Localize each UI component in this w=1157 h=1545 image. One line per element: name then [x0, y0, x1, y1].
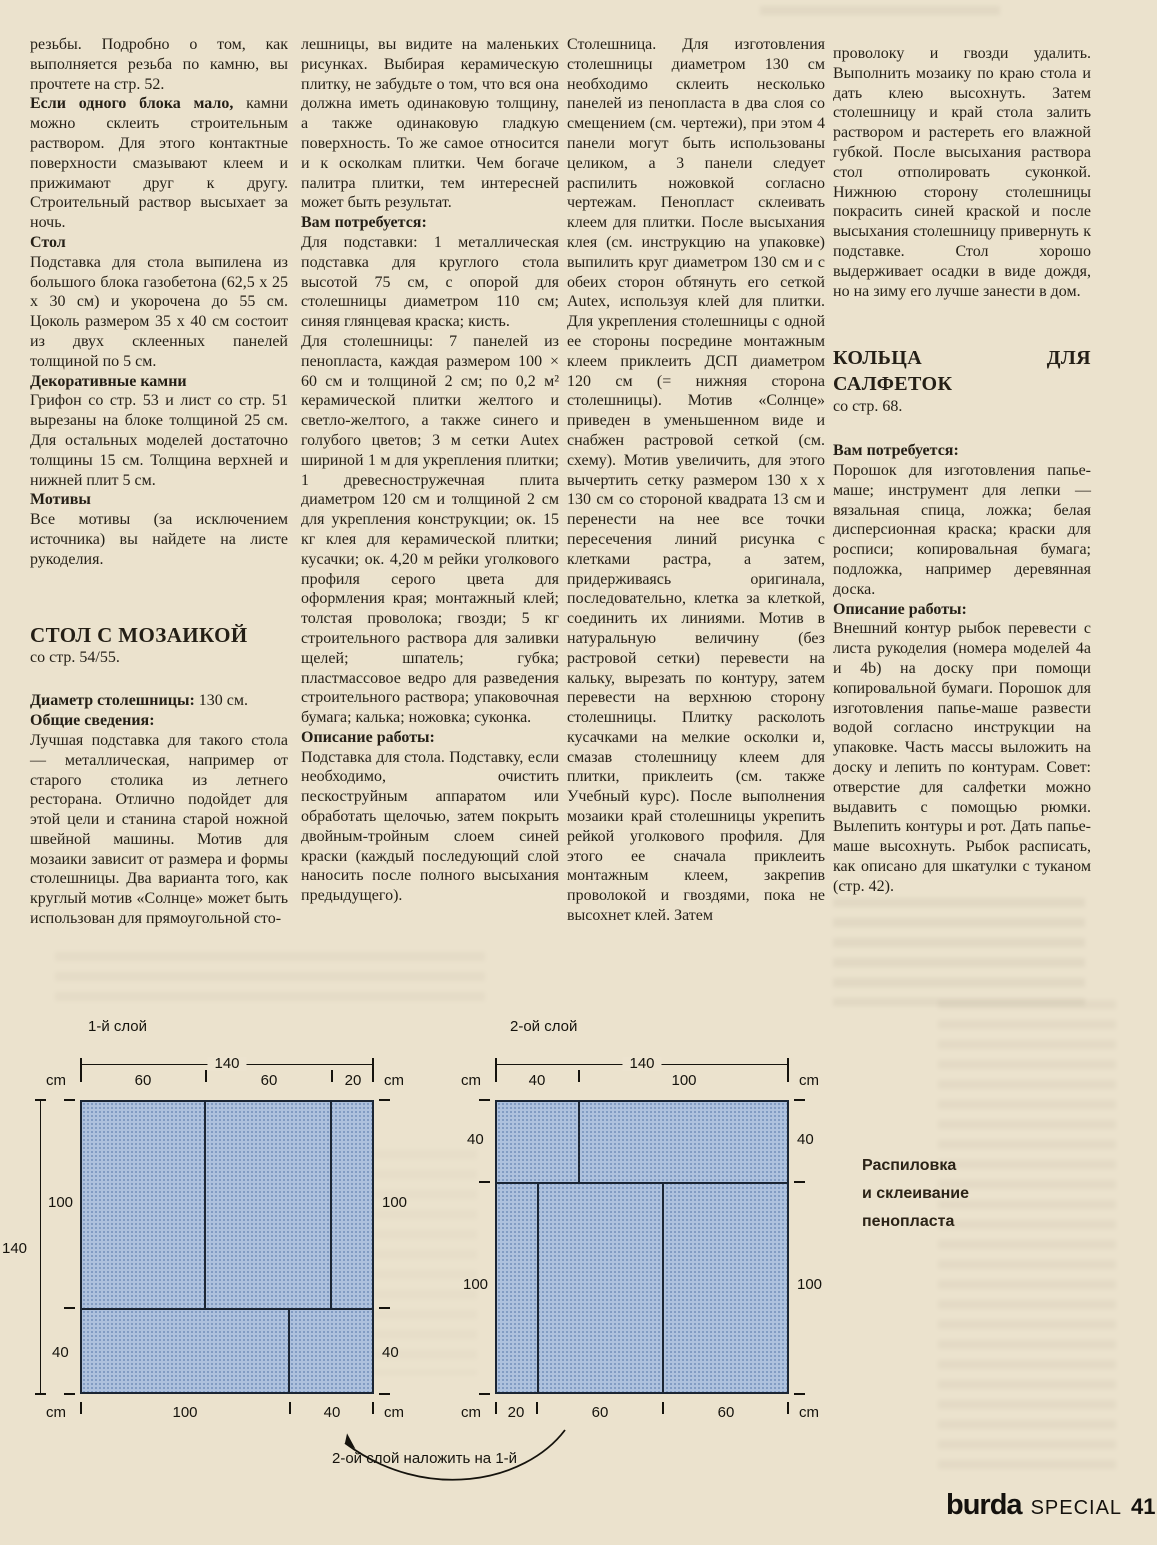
dimension-value: 140 — [622, 1057, 661, 1071]
segment-value: 100 — [172, 1404, 198, 1421]
bleed-through — [938, 1000, 1116, 1480]
bleed-through — [55, 952, 485, 1004]
segment-value: 100 — [671, 1072, 697, 1089]
edge-dash — [479, 1393, 490, 1395]
segment-tick — [80, 1070, 82, 1082]
paragraph-text: камни можно склеить строительным раствором. Для этого контактные поверхности смазывают клеем и прижимают друг к другу. Строительный раствор высыхает за ночь. — [30, 95, 288, 232]
article-page-ref: со стр. 68. — [833, 398, 903, 416]
side-value: 40 — [797, 1131, 814, 1148]
paragraph: Для подставки: 1 металлическая подставка для круглого стола высотой 75 см, с опорой для столешницы диаметром 110 см; синяя глянцевая краска; кисть. — [301, 233, 559, 331]
panel-divider — [578, 1102, 580, 1182]
edge-dash — [64, 1393, 75, 1395]
segment-value: 40 — [528, 1072, 546, 1089]
side-value: 100 — [463, 1276, 489, 1293]
edge-dash — [64, 1099, 75, 1101]
bold-lead: Если одного блока мало, — [30, 95, 234, 113]
paragraph: проволоку и гвозди удалить. Выполнить мозаику по краю стола и дать клею высохнуть. Затем столешницу и край стола залить раствором и растереть его влажной губкой. После высыхания раствора стол отполировать суконкой. Нижнюю сторону столешницы покрасить синей краской и после высыхания столешницу привернуть к подставке. Стол хорошо выдерживает осадки в виде дождя, но на зиму его лучше занести в дом. — [833, 45, 1091, 300]
segment-value: 20 — [507, 1404, 525, 1421]
segment-tick — [80, 1402, 82, 1414]
unit-label: cm — [384, 1072, 404, 1089]
segment-tick — [662, 1402, 664, 1414]
side-value: 100 — [797, 1276, 823, 1293]
diagram-title: 1-й слой — [88, 1018, 148, 1035]
article-title-mosaic-table: СТОЛ С МОЗАИКОЙ — [30, 622, 248, 647]
dimension-line — [40, 1100, 41, 1394]
side-value: 100 — [382, 1194, 408, 1211]
edge-dash — [379, 1393, 390, 1395]
segment-value: 20 — [344, 1072, 362, 1089]
dimension-tick — [787, 1058, 789, 1070]
subheading-dekor-kamni: Декоративные камни — [30, 372, 187, 390]
paragraph: Подставка для стола выпилена из большого блока газобетона (62,5 x 25 x 30 см) и укорочена до 55 см. Цоколь размером 35 x 40 см состоит из двух склеенных панелей толщиной по 5 см. — [30, 253, 288, 370]
dimension-tick — [35, 1099, 46, 1101]
paragraph — [30, 94, 288, 233]
text-column-4 — [833, 44, 1091, 896]
bleed-through — [372, 1150, 477, 1375]
edge-dash — [794, 1099, 805, 1101]
segment-tick — [495, 1070, 497, 1082]
subheading-work: Описание работы: — [301, 728, 435, 746]
text-column-2 — [301, 35, 559, 906]
unit-label: cm — [461, 1072, 481, 1089]
diagram-layer-2 — [461, 1018, 823, 1421]
panel-divider — [330, 1102, 332, 1308]
panel-divider — [497, 1182, 787, 1184]
page-footer — [946, 1489, 1156, 1522]
diagram-title: 2-ой слой — [510, 1018, 578, 1035]
text-column-1 — [30, 35, 288, 929]
paragraph: Лучшая подставка для такого стола — металлическая, например от старого столика из летнего ресторана. Отлично подойдет для этой цели и станина старой ножной швейной машины. Мотив для мозаики зависит от размера и формы столешницы. Два варианта того, как круглый мотив «Солнце» может быть использован для прямоугольной сто- — [30, 731, 288, 928]
unit-label: cm — [46, 1072, 66, 1089]
subheading-motivy: Мотивы — [30, 491, 91, 509]
caption-line: Распиловка — [862, 1157, 957, 1174]
page-number: 41 — [1131, 1494, 1156, 1519]
unit-label: cm — [384, 1404, 404, 1421]
dimension-tick — [372, 1058, 374, 1070]
segment-tick — [578, 1070, 580, 1082]
article-page-ref: со стр. 54/55. — [30, 648, 120, 666]
subheading-need: Вам потребуется: — [301, 214, 427, 232]
caption-line: и склеивание — [862, 1185, 969, 1202]
panel-divider — [82, 1308, 372, 1310]
unit-label: cm — [799, 1072, 819, 1089]
dimension-tick — [495, 1058, 497, 1070]
text-column-3 — [567, 35, 825, 926]
segment-tick — [372, 1402, 374, 1414]
segment-tick — [536, 1402, 538, 1414]
segment-tick — [331, 1070, 333, 1082]
paragraph: Порошок для изготовления папье-маше; инструмент для лепки — вязальная спица, ложка; белая дисперсионная краска; краски для росписи; копировальная бумага; подложка, например деревянная доска. — [833, 461, 1091, 598]
panel-divider — [537, 1184, 539, 1392]
segment-tick — [787, 1070, 789, 1082]
bold-lead: Диаметр столешницы: — [30, 692, 195, 710]
dimension-value: 140 — [207, 1057, 246, 1071]
segment-tick — [205, 1070, 207, 1082]
subheading-stol: Стол — [30, 233, 66, 251]
segment-value: 60 — [134, 1072, 152, 1089]
dimension-tick — [80, 1058, 82, 1070]
unit-label: cm — [799, 1404, 819, 1421]
bleed-through — [833, 898, 1085, 1006]
segment-tick — [787, 1402, 789, 1414]
paragraph: Грифон со стр. 53 и лист со стр. 51 вырезаны на блоке толщиной 25 см. Для остальных моделей достаточно толщины 15 см. Толщина верхней и нижней плит 5 см. — [30, 392, 288, 489]
foam-layout — [80, 1100, 374, 1394]
segment-tick — [495, 1402, 497, 1414]
paragraph: Для столешницы: 7 панелей из пенопласта, каждая размером 100 × 60 см и толщиной 2 см; по 0,2 м² керамической плитки желтого и светло-желтого, а также синего и голубого цветов; 3 м сетки Autex шириной 1 м для укрепления плитки; 1 древесностружечная плита диаметром 120 см и толщиной 2 см для укрепления конструкции; ок. 15 кг клея для керамической плитки; кусачки; ок. 4,20 м рейки уголкового профиля серого цвета для оформления края; монтажный клей; толстая проволока; гвозди; 5 кг строительного раствора для заливки щелей; шпатель; губка; пластмассовое ведро для разведения строительного раствора; упаковочная бумага; калька; ножовка; суконка. — [301, 332, 559, 727]
issue-label: SPECIAL — [1030, 1497, 1123, 1519]
caption-line: пенопласта — [862, 1213, 955, 1230]
panel-divider — [204, 1102, 206, 1308]
burda-logo: burda — [946, 1489, 1022, 1521]
bleed-through — [760, 6, 1000, 24]
edge-dash — [479, 1099, 490, 1101]
subheading-need: Вам потребуется: — [833, 442, 959, 460]
segment-value: 60 — [717, 1404, 735, 1421]
paragraph: Внешний контур рыбок перевести с листа рукоделия (номера моделей 4a и 4b) на доску при помощи копировальной бумаги. Порошок для изготовления папье-маше развести водой согласно инструкции на упаковке. Часть массы выложить на доску и лепить по контурам. Совет: отверстие для салфетки можно выдавить с помощью рюмки. Вылепить контуры и рот. Дать папье-маше высохнуть. Рыбок расписать, как описано для шкатулки с туканом (стр. 42). — [833, 620, 1091, 895]
paragraph: Все мотивы (за исключением источника) вы найдете на листе рукоделия. — [30, 511, 288, 568]
subheading-obshchie: Общие сведения: — [30, 712, 155, 730]
paragraph: Столешница. Для изготовления столешницы диаметром 130 см необходимо склеить несколько панелей из пенопласта в два слоя со смещением (см. чертежи), при этом 4 панели могут быть использованы целиком, а 3 панели следует распилить ножовкой согласно чертежам. Пенопласт склеивать клеем для плитки. После высыхания клея (см. инструкцию на упаковке) выпилить круг диаметром 130 см и с обеих сторон обтянуть его сеткой Autex, используя клей для плитки. Для укрепления столешницы с одной ее стороны посредине монтажным клеем приклеить ДСП диаметром 120 см (= нижняя сторона столешницы). Мотив «Солнце» приведен в уменьшенном виде и снабжен растровой сеткой (см. схему). Мотив увеличить, для этого вычертить сетку размером 130 х х 130 см со стороной квадрата 13 см и перенести на нее все точки пересечения линий рисунка с клетками растра, а затем, придерживаясь оригинала, последовательно, клетка за клеткой, соединить их линиями. Мотив в натуральную величину (без растровой сетки) перевести на кальку, вырезать по контуру, затем перевести на верхнюю сторону столешницы. Плитку расколоть кусачками на мелкие осколки и, смазав столешницу клеем для плитки, приклеить (см. также Учебный курс). После выполнения мозаики край столешницы укрепить рейкой уголкового профиля. Для этого ее сначала приклеить монтажным клеем, закрепив проволокой и гвоздями, пока не высохнет клей. Затем — [567, 36, 825, 925]
paragraph-text: 130 см. — [194, 692, 249, 710]
panel-divider — [288, 1310, 290, 1392]
dimension-value: 140 — [2, 1240, 28, 1257]
side-value: 100 — [48, 1194, 74, 1211]
segment-tick — [289, 1402, 291, 1414]
panel-divider — [662, 1184, 664, 1392]
paragraph: резьбы. Подробно о том, как выполняется резьба по камню, вы прочтете на стр. 52. — [30, 36, 288, 93]
edge-dash — [64, 1307, 75, 1309]
edge-dash — [479, 1181, 490, 1183]
diagram-caption — [862, 1152, 969, 1236]
article-title-napkin-rings: КОЛЬЦА ДЛЯ САЛФЕТОК — [833, 347, 1091, 396]
side-value: 40 — [467, 1131, 484, 1148]
edge-dash — [379, 1307, 390, 1309]
segment-value: 40 — [323, 1404, 341, 1421]
side-value: 40 — [52, 1344, 69, 1361]
edge-dash — [794, 1393, 805, 1395]
foam-layout — [495, 1100, 789, 1394]
segment-value: 60 — [591, 1404, 609, 1421]
paragraph: Подставка для стола. Подставку, если необходимо, очистить пескоструйным аппаратом или обработать щелочью, затем покрыть двойным-тройным слоем синей краски (каждый последующий слой наносить после полного высыхания предыдущего). — [301, 748, 559, 905]
paragraph: лешницы, вы видите на маленьких рисунках. Выбирая керамическую плитку, не забудьте о том, что вся она должна иметь одинаковую толщину, а также одинаковую гладкую поверхность. То же самое относится и к осколкам плитки. Чем богаче палитра плитки, тем интересней может быть результат. — [301, 36, 559, 212]
dimension-tick — [35, 1393, 46, 1395]
diagram-layer-1 — [2, 1018, 408, 1421]
edge-dash — [379, 1099, 390, 1101]
unit-label: cm — [461, 1404, 481, 1421]
segment-value: 60 — [260, 1072, 278, 1089]
unit-label: cm — [46, 1404, 66, 1421]
arrow-note: 2-ой слой наложить на 1-й — [332, 1450, 518, 1467]
subheading-work: Описание работы: — [833, 600, 967, 618]
edge-dash — [794, 1181, 805, 1183]
side-value: 40 — [382, 1344, 399, 1361]
segment-tick — [372, 1070, 374, 1082]
paragraph — [30, 691, 288, 711]
